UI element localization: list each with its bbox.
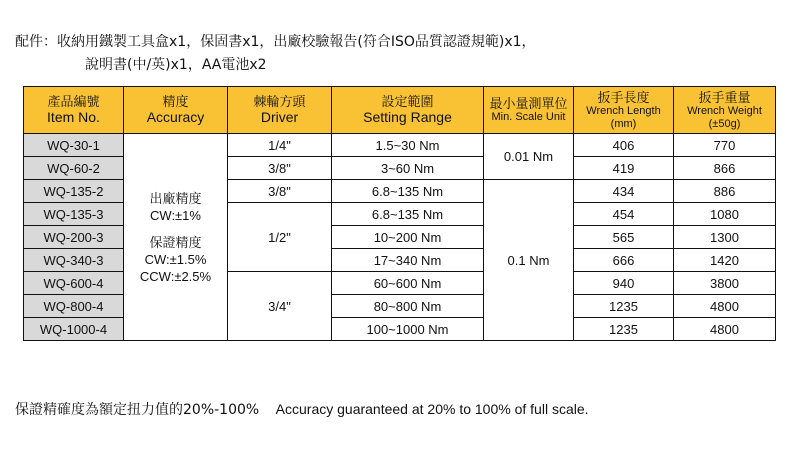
cell-length: 940 xyxy=(574,272,674,295)
cell-weight: 4800 xyxy=(674,318,776,341)
header-weight-zh: 扳手重量 xyxy=(698,89,751,105)
cell-model: WQ-200-3 xyxy=(24,226,124,249)
cell-range: 6.8~135 Nm xyxy=(332,203,484,226)
cell-range: 17~340 Nm xyxy=(332,249,484,272)
cell-model: WQ-1000-4 xyxy=(24,318,124,341)
header-accuracy xyxy=(124,87,228,134)
cell-weight: 886 xyxy=(674,180,776,203)
cell-driver: 3/8" xyxy=(228,157,332,180)
cell-range: 100~1000 Nm xyxy=(332,318,484,341)
cell-model: WQ-30-1 xyxy=(24,134,124,157)
header-range-en: Setting Range xyxy=(363,109,452,125)
cell-length: 419 xyxy=(574,157,674,180)
header-length xyxy=(574,87,674,134)
cell-driver: 1/4" xyxy=(228,134,332,157)
header-model-zh: 產品編號 xyxy=(47,94,100,109)
cell-range: 6.8~135 Nm xyxy=(332,180,484,203)
cell-length: 406 xyxy=(574,134,674,157)
cell-range: 60~600 Nm xyxy=(332,272,484,295)
header-length-en: Wrench Length xyxy=(586,104,661,117)
header-scale-en: Min. Scale Unit xyxy=(491,111,566,123)
footnote-en: Accuracy guaranteed at 20% to 100% of full scale. xyxy=(275,401,589,417)
cell-range: 80~800 Nm xyxy=(332,295,484,318)
accessories-line-1: 配件：收納用鐵製工具盒x1，保固書x1，出廠校驗報告(符合ISO品質認證規範)x1， xyxy=(15,34,536,50)
cell-model: WQ-800-4 xyxy=(24,295,124,318)
accessories-text xyxy=(15,31,536,77)
cell-driver: 3/4" xyxy=(228,272,332,341)
cell-length: 1235 xyxy=(574,295,674,318)
header-range xyxy=(332,87,484,134)
header-scale-zh: 最小量測單位 xyxy=(489,96,568,111)
cell-scale: 0.01 Nm xyxy=(484,134,574,180)
header-driver-zh: 棘輪方頭 xyxy=(253,94,306,109)
cell-length: 565 xyxy=(574,226,674,249)
cell-range: 1.5~30 Nm xyxy=(332,134,484,157)
header-length-zh: 扳手長度 xyxy=(597,89,650,105)
accuracy-warranty-cw: CW:±1.5% xyxy=(144,251,207,267)
spec-table xyxy=(23,86,776,341)
header-accuracy-zh: 精度 xyxy=(162,94,189,109)
cell-driver: 1/2" xyxy=(228,203,332,272)
cell-model: WQ-60-2 xyxy=(24,157,124,180)
cell-weight: 1300 xyxy=(674,226,776,249)
cell-model: WQ-340-3 xyxy=(24,249,124,272)
cell-length: 454 xyxy=(574,203,674,226)
header-accuracy-en: Accuracy xyxy=(146,109,205,125)
table-row xyxy=(24,134,776,157)
cell-model: WQ-600-4 xyxy=(24,272,124,295)
accuracy-warranty-ccw: CCW:±2.5% xyxy=(139,268,212,284)
cell-weight: 1080 xyxy=(674,203,776,226)
accessories-line-2: 說明書(中/英)x1，AA電池x2 xyxy=(85,57,267,73)
cell-scale: 0.1 Nm xyxy=(484,180,574,341)
cell-weight: 866 xyxy=(674,157,776,180)
accuracy-warranty-label: 保證精度 xyxy=(149,234,202,250)
header-driver-en: Driver xyxy=(260,109,299,125)
footnote xyxy=(15,399,589,419)
cell-model: WQ-135-2 xyxy=(24,180,124,203)
header-driver xyxy=(228,87,332,134)
cell-weight: 4800 xyxy=(674,295,776,318)
accuracy-factory-value: CW:±1% xyxy=(150,207,201,223)
cell-length: 666 xyxy=(574,249,674,272)
footnote-zh: 保證精確度為額定扭力值的20%-100% xyxy=(15,402,260,418)
header-weight xyxy=(674,87,776,134)
header-range-zh: 設定範圍 xyxy=(381,94,434,109)
header-weight-en: Wrench Weight xyxy=(687,104,762,117)
cell-range: 3~60 Nm xyxy=(332,157,484,180)
cell-weight: 1420 xyxy=(674,249,776,272)
header-weight-unit: (±50g) xyxy=(708,117,741,130)
cell-accuracy xyxy=(124,134,228,341)
cell-length: 434 xyxy=(574,180,674,203)
header-scale xyxy=(484,87,574,134)
cell-weight: 770 xyxy=(674,134,776,157)
cell-length: 1235 xyxy=(574,318,674,341)
header-model-en: Item No. xyxy=(47,109,100,125)
header-model xyxy=(24,87,124,134)
header-length-unit: (mm) xyxy=(610,117,637,130)
accuracy-factory-label: 出廠精度 xyxy=(149,190,202,206)
cell-model: WQ-135-3 xyxy=(24,203,124,226)
table-header-row xyxy=(24,87,776,134)
cell-range: 10~200 Nm xyxy=(332,226,484,249)
cell-driver: 3/8" xyxy=(228,180,332,203)
cell-weight: 3800 xyxy=(674,272,776,295)
